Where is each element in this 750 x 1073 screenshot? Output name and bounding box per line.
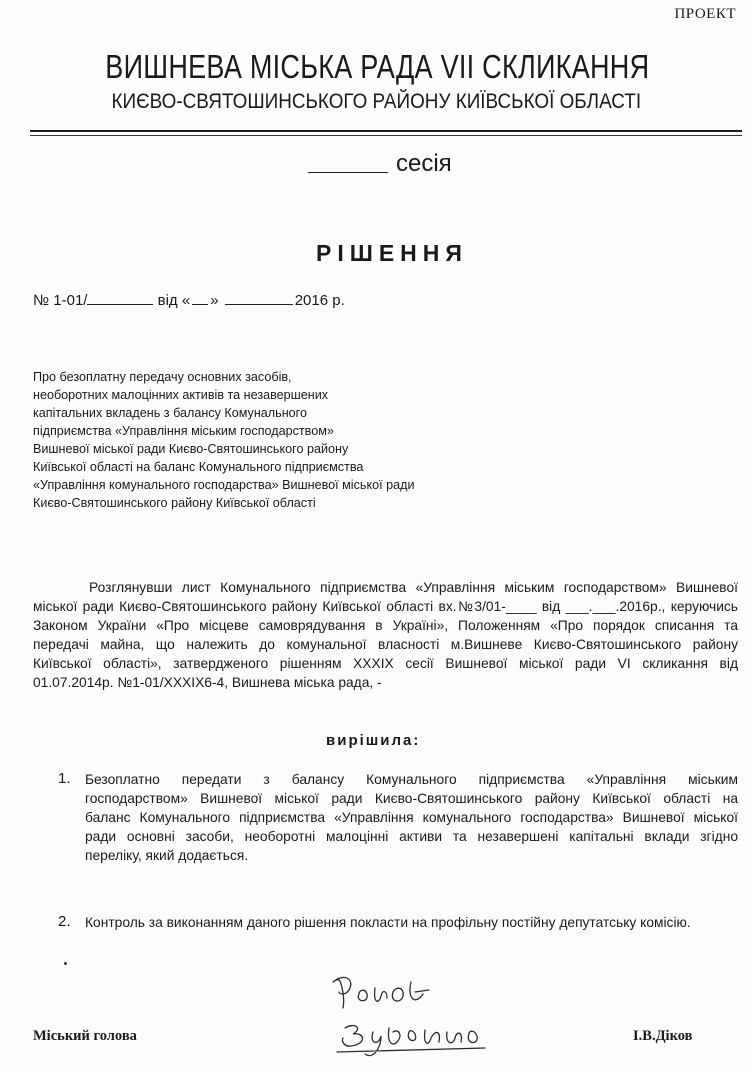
scan-speck [64, 962, 67, 965]
number-blank [87, 292, 153, 305]
decision-number-line [33, 292, 345, 309]
date-quote-close: » [210, 292, 219, 309]
item-2-number: 2. [58, 913, 71, 930]
preamble-line: Київської області», затвердженого рішенням XXXIX сесії Вишневої міської ради VI скликання від [33, 656, 738, 671]
preamble-line: передачі майна, що належить до комунальної власності м.Вишневе Києво-Святошинського району [33, 637, 738, 652]
item-1-line: баланс Комунального підприємства «Управління комунального господарства» Вишневої міської [85, 810, 738, 825]
subject-line: Про безоплатну передачу основних засобів, [33, 370, 292, 384]
draft-stamp: ПРОЕКТ [674, 6, 736, 22]
decision-subject [33, 368, 453, 512]
preamble-line: Розглянувши лист Комунального підприємства «Управління міським господарством» Вишневої [89, 580, 738, 595]
decision-title: РІШЕННЯ [316, 240, 468, 266]
preamble-line: міської ради Києво-Святошинського району Київської області вх.№3/01-____ від ___.___.2016р., керуючись [33, 599, 738, 614]
subject-line: необоротних малоцінних активів та незавершених [33, 388, 329, 402]
item-1-text [85, 770, 738, 865]
signature-stroke-1 [333, 977, 429, 1008]
resolved-heading: вирішила: [326, 732, 421, 749]
session-line [308, 150, 452, 178]
header-divider-thick [30, 130, 742, 132]
preamble-line: Законом України «Про місцеве самоврядування в Україні», Положенням «Про порядок списання та [33, 618, 738, 633]
council-title: ВИШНЕВА МІСЬКА РАДА VII СКЛИКАННЯ [105, 48, 650, 85]
item-1-line: Безоплатно передати з балансу Комунального підприємства «Управління міським [85, 772, 738, 787]
signature-label: Міський голова [33, 1028, 137, 1044]
handwritten-signature [315, 968, 515, 1063]
subject-line: Київської області на баланс Комунального підприємства [33, 460, 364, 474]
preamble-line: 01.07.2014р. №1-01/XXXIX6-4, Вишнева міська рада, - [33, 675, 382, 690]
item-1-line: господарством» Вишневої міської ради Києво-Святошинського району Київської області на [85, 791, 738, 806]
subject-line: капітальних вкладень з балансу Комунального [33, 406, 307, 420]
header-divider-thin [30, 135, 742, 136]
session-blank [308, 152, 388, 173]
council-district: КИЄВО-СВЯТОШИНСЬКОГО РАЙОНУ КИЇВСЬКОЇ ОБЛАСТІ [111, 90, 642, 113]
date-year: 2016 р. [294, 292, 345, 309]
preamble-paragraph [33, 578, 738, 692]
signatory-name: І.В.Діков [633, 1028, 693, 1044]
month-blank [225, 292, 293, 305]
subject-line: Вишневої міської ради Києво-Святошинського району [33, 442, 349, 456]
subject-line: Києво-Святошинського району Київської області [33, 496, 316, 510]
subject-line: підприємства «Управління міським господарством» [33, 424, 334, 438]
date-from: від « [157, 292, 191, 309]
session-label: сесія [396, 150, 452, 177]
item-1-line: ради основні засоби, необоротні малоцінні активи та незавершені капітальні вклади згідно [85, 829, 738, 844]
day-blank [192, 292, 208, 305]
item-1-number: 1. [58, 770, 71, 787]
signature-stroke-2 [337, 1026, 485, 1056]
item-1-line: переліку, який додається. [85, 848, 249, 863]
item-2-text: Контроль за виконанням даного рішення покласти на профільну постійну депутатську комісію. [85, 915, 691, 930]
subject-line: «Управління комунального господарства» Вишневої міської ради [33, 478, 415, 492]
number-prefix: № 1-01/ [33, 292, 88, 309]
